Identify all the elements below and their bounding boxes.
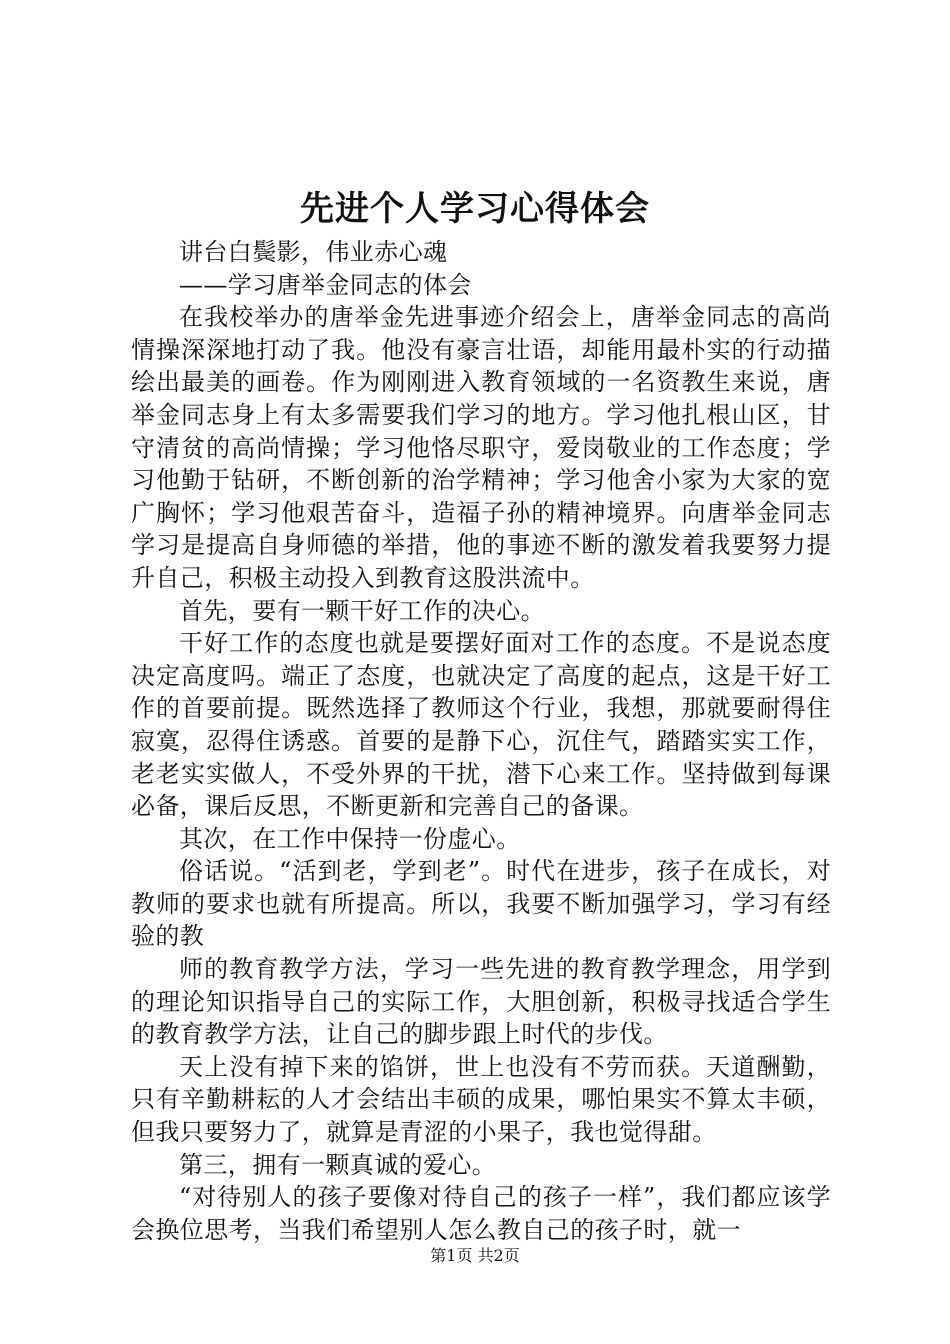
subtitle-line: 讲台白鬓影，伟业赤心魂 xyxy=(179,238,448,266)
section-heading: 第三，拥有一颗真诚的爱心。 xyxy=(179,1150,497,1179)
document-title: 先进个人学习心得体会 xyxy=(300,189,650,229)
subtitle-byline: ——学习唐举金同志的体会 xyxy=(179,270,472,299)
section-heading: 首先，要有一颗干好工作的决心。 xyxy=(179,596,545,625)
body-paragraph: “对待别人的孩子要像对待自己的孩子一样”，我们都应该学会换位思考，当我们希望别人怎么教自己的孩子时，就一 xyxy=(131,1183,831,1244)
body-paragraph: 俗话说。“活到老，学到老”。时代在进步，孩子在成长，对教师的要求也就有所提高。所以，我要不断加强学习，学习有经验的教 xyxy=(131,857,831,951)
body-paragraph: 在我校举办的唐举金先进事迹介绍会上，唐举金同志的高尚情操深深地打动了我。他没有豪言壮语，却能用最朴实的行动描绘出最美的画卷。作为刚刚进入教育领域的一名资教生来说，唐举金同志身上有太多需要我们学习的地方。学习他扎根山区，甘守清贫的高尚情操；学习他恪尽职守，爱岗敬业的工作态度；学习他勤于钻研，不断创新的治学精神；学习他舍小家为大家的宽广胸怀；学习他艰苦奋斗，造福子孙的精神境界。向唐举金同志学习是提高自身师德的举措，他的事迹不断的激发着我要努力提升自己，积极主动投入到教育这股洪流中。 xyxy=(131,303,831,592)
section-heading: 其次，在工作中保持一份虚心。 xyxy=(179,824,521,853)
document-body xyxy=(131,236,831,1246)
body-paragraph: 干好工作的态度也就是要摆好面对工作的态度。不是说态度决定高度吗。端正了态度，也就决定了高度的起点，这是干好工作的首要前提。既然选择了教师这个行业，我想，那就要耐得住寂寞，忍得住诱惑。首要的是静下心，沉住气，踏踏实实工作，老老实实做人，不受外界的干扰，潜下心来工作。坚持做到每课必备，课后反思，不断更新和完善自己的备课。 xyxy=(131,629,831,821)
page-indicator: 第1页 共2页 xyxy=(430,1246,520,1265)
body-paragraph: 天上没有掉下来的馅饼，世上也没有不劳而获。天道酬勤，只有辛勤耕耘的人才会结出丰硕的成果，哪怕果实不算太丰硕，但我只要努力了，就算是青涩的小果子，我也觉得甜。 xyxy=(131,1052,831,1147)
body-paragraph: 师的教育教学方法，学习一些先进的教育教学理念，用学到的理论知识指导自己的实际工作，大胆创新，积极寻找适合学生的教育教学方法，让自己的脚步跟上时代的步伐。 xyxy=(131,955,831,1049)
